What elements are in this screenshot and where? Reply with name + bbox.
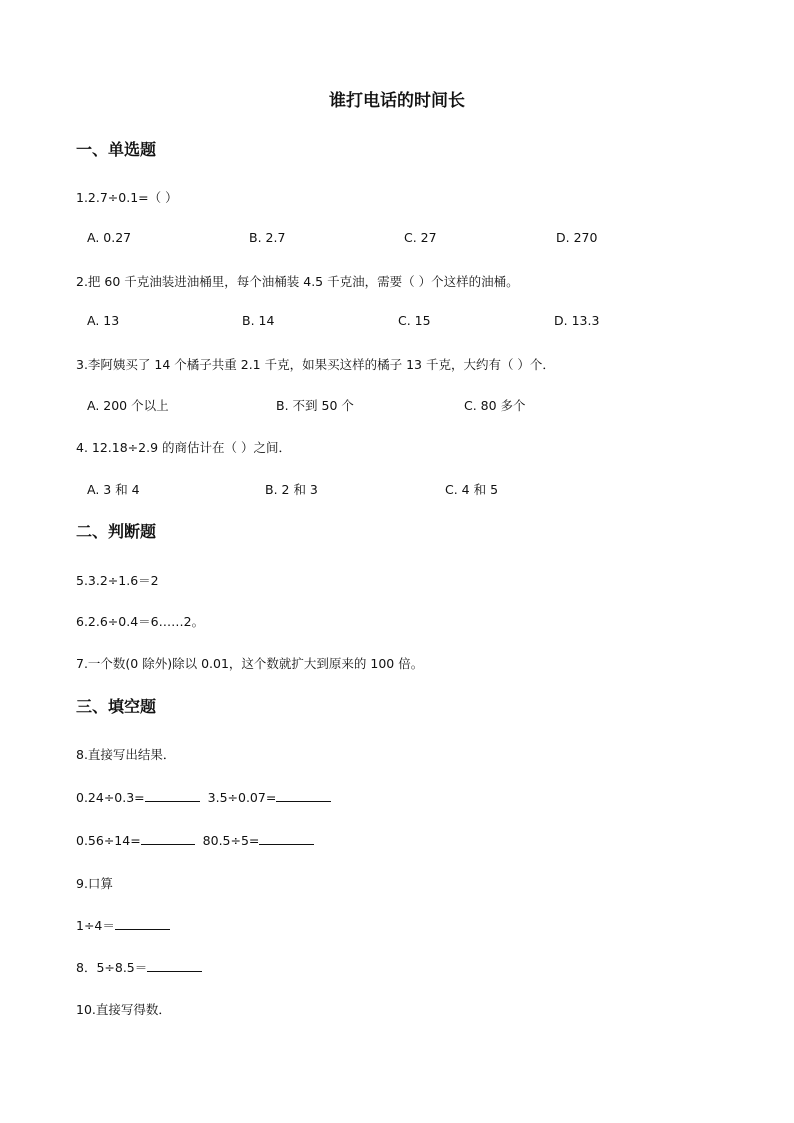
q9-expr-2: 8．5÷8.5＝ <box>76 960 148 975</box>
q1-option-d: D. 270 <box>556 230 598 245</box>
q8-answer-blank-3[interactable] <box>141 832 195 845</box>
q9-expr-1: 1÷4＝ <box>76 918 115 933</box>
q9-answer-blank-1[interactable] <box>115 917 170 930</box>
question-7: 7.一个数(0 除外)除以 0.01，这个数就扩大到原来的 100 倍。 <box>76 656 424 671</box>
section-heading-fill-blank: 三、填空题 <box>76 697 157 716</box>
question-1: 1.2.7÷0.1=（ ） <box>76 190 178 205</box>
q3-option-a: A. 200 个以上 <box>87 398 169 413</box>
section-heading-true-false: 二、判断题 <box>76 522 157 541</box>
question-4: 4. 12.18÷2.9 的商估计在（ ）之间． <box>76 440 291 455</box>
q8-answer-blank-1[interactable] <box>145 789 200 802</box>
q1-option-a: A. 0.27 <box>87 230 132 245</box>
q9-answer-blank-2[interactable] <box>147 959 202 972</box>
q8-expr-4: 80.5÷5= <box>202 833 260 848</box>
section-heading-single-choice: 一、单选题 <box>76 140 157 159</box>
q8-row-2 <box>76 832 318 848</box>
question-3: 3.李阿姨买了 14 个橘子共重 2.1 千克，如果买这样的橘子 13 千克，大约有（ ）个． <box>76 357 555 372</box>
q1-option-c: C. 27 <box>404 230 437 245</box>
question-8: 8.直接写出结果． <box>76 747 176 762</box>
q3-option-c: C. 80 多个 <box>464 398 526 413</box>
question-2: 2.把 60 千克油装进油桶里，每个油桶装 4.5 千克油，需要（ ）个这样的油桶。 <box>76 274 519 289</box>
q9-row-2 <box>76 958 206 976</box>
q1-option-b: B. 2.7 <box>249 230 286 245</box>
q2-option-c: C. 15 <box>398 313 431 328</box>
q4-option-b: B. 2 和 3 <box>265 482 318 497</box>
question-6: 6.2.6÷0.4＝6……2。 <box>76 614 205 629</box>
q8-expr-1: 0.24÷0.3= <box>76 790 145 805</box>
q8-answer-blank-4[interactable] <box>259 832 314 845</box>
q4-option-c: C. 4 和 5 <box>445 482 499 497</box>
q8-expr-3: 0.56÷14= <box>76 833 141 848</box>
q2-option-d: D. 13.3 <box>554 313 600 328</box>
page-title: 谁打电话的时间长 <box>329 91 465 111</box>
q2-option-a: A. 13 <box>87 313 120 328</box>
q8-answer-blank-2[interactable] <box>276 789 331 802</box>
q9-row-1 <box>76 916 174 934</box>
q8-expr-2: 3.5÷0.07= <box>207 790 277 805</box>
question-5: 5.3.2÷1.6＝2 <box>76 573 159 588</box>
q8-row-1 <box>76 789 335 805</box>
q4-option-a: A. 3 和 4 <box>87 482 140 497</box>
question-10: 10.直接写得数． <box>76 1002 171 1017</box>
q3-option-b: B. 不到 50 个 <box>276 398 354 413</box>
question-9: 9.口算 <box>76 876 113 891</box>
q2-option-b: B. 14 <box>242 313 275 328</box>
